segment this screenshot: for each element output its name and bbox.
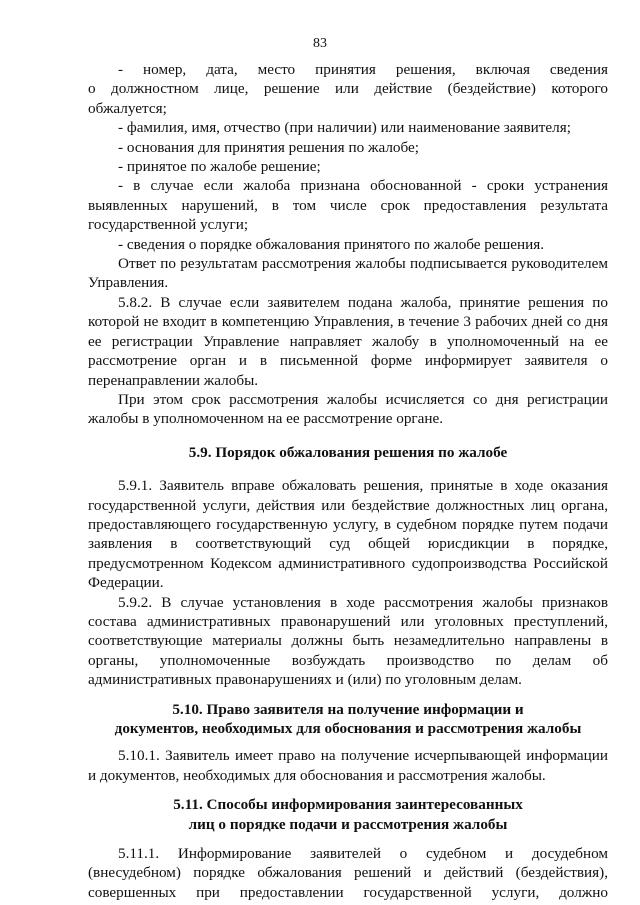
paragraph-term: При этом срок рассмотрения жалобы исчисляется со дня регистрации жалобы в уполномоченном на ее рассмотрение органе. (88, 390, 608, 428)
paragraph-5-8-2: 5.8.2. В случае если заявителем подана жалоба, принятие решения по которой не входит в компетенцию Управления, в течение 3 рабочих дней со дня ее регистрации Управление направляет жалобу в уполномоченный на ее рассмотрение орган и в письменной форме информирует заявителя о перенаправлении жалобы. (88, 293, 608, 389)
paragraph-5-9-2: 5.9.2. В случае установления в ходе рассмотрения жалобы признаков состава административных правонарушений или уголовных преступлений, соответствующие материалы должны быть незамедлительно направлены в органы, уполномоченные возбуждать производство по делам об административных правонарушениях и (или) по уголовным делам. (88, 593, 608, 689)
paragraph-5-9-1: 5.9.1. Заявитель вправе обжаловать решения, принятые в ходе оказания государственной услуги, действия или бездействие должностных лиц органа, предоставляющего государственную услугу, в судебном порядке путем подачи заявления в соответствующий суд общей юрисдикции в порядке, предусмотренном Кодексом административного судопроизводства Российской Федерации. (88, 477, 608, 592)
list-item: - фамилия, имя, отчество (при наличии) или наименование заявителя; (118, 119, 571, 137)
section-heading-5-10-line1: 5.10. Право заявителя на получение информации и (172, 700, 524, 718)
list-item: - принятое по жалобе решение; (118, 158, 321, 176)
document-body (88, 60, 608, 902)
list-item: - номер, дата, место принятия решения, включая сведения (118, 61, 608, 78)
list-item: - в случае если жалоба признана обоснованной - сроки устранения (118, 177, 608, 195)
paragraph-5-10-1: 5.10.1. Заявитель имеет право на получение исчерпывающей информации и документов, необходимых для обоснования и рассмотрения жалобы. (88, 747, 608, 784)
section-heading-5-9: 5.9. Порядок обжалования решения по жалобе (188, 443, 508, 461)
paragraph-5-11-1: 5.11.1. Информирование заявителей о судебном и досудебном (внесудебном) порядке обжалования решений и действий (бездействия), совершенных при предоставлении государственной услуги, должно (88, 845, 608, 901)
paragraph-answer: Ответ по результатам рассмотрения жалобы подписывается руководителем Управления. (88, 255, 608, 292)
list-item-continuation: выявленных нарушений, в том числе срок предоставления результата государственной услуги; (88, 196, 608, 234)
page-number: 83 (313, 36, 327, 51)
section-heading-5-11-line1: 5.11. Способы информирования заинтересованных (173, 796, 523, 814)
list-item: - основания для принятия решения по жалобе; (118, 138, 419, 156)
list-item: - сведения о порядке обжалования принятого по жалобе решения. (118, 235, 545, 253)
section-heading-5-11-line2: лиц о порядке подачи и рассмотрения жалобы (188, 815, 508, 833)
section-heading-5-10-line2: документов, необходимых для обоснования и рассмотрения жалобы (114, 720, 582, 737)
list-item-continuation: о должностном лице, решение или действие (бездействие) которого обжалуется; (88, 80, 608, 117)
